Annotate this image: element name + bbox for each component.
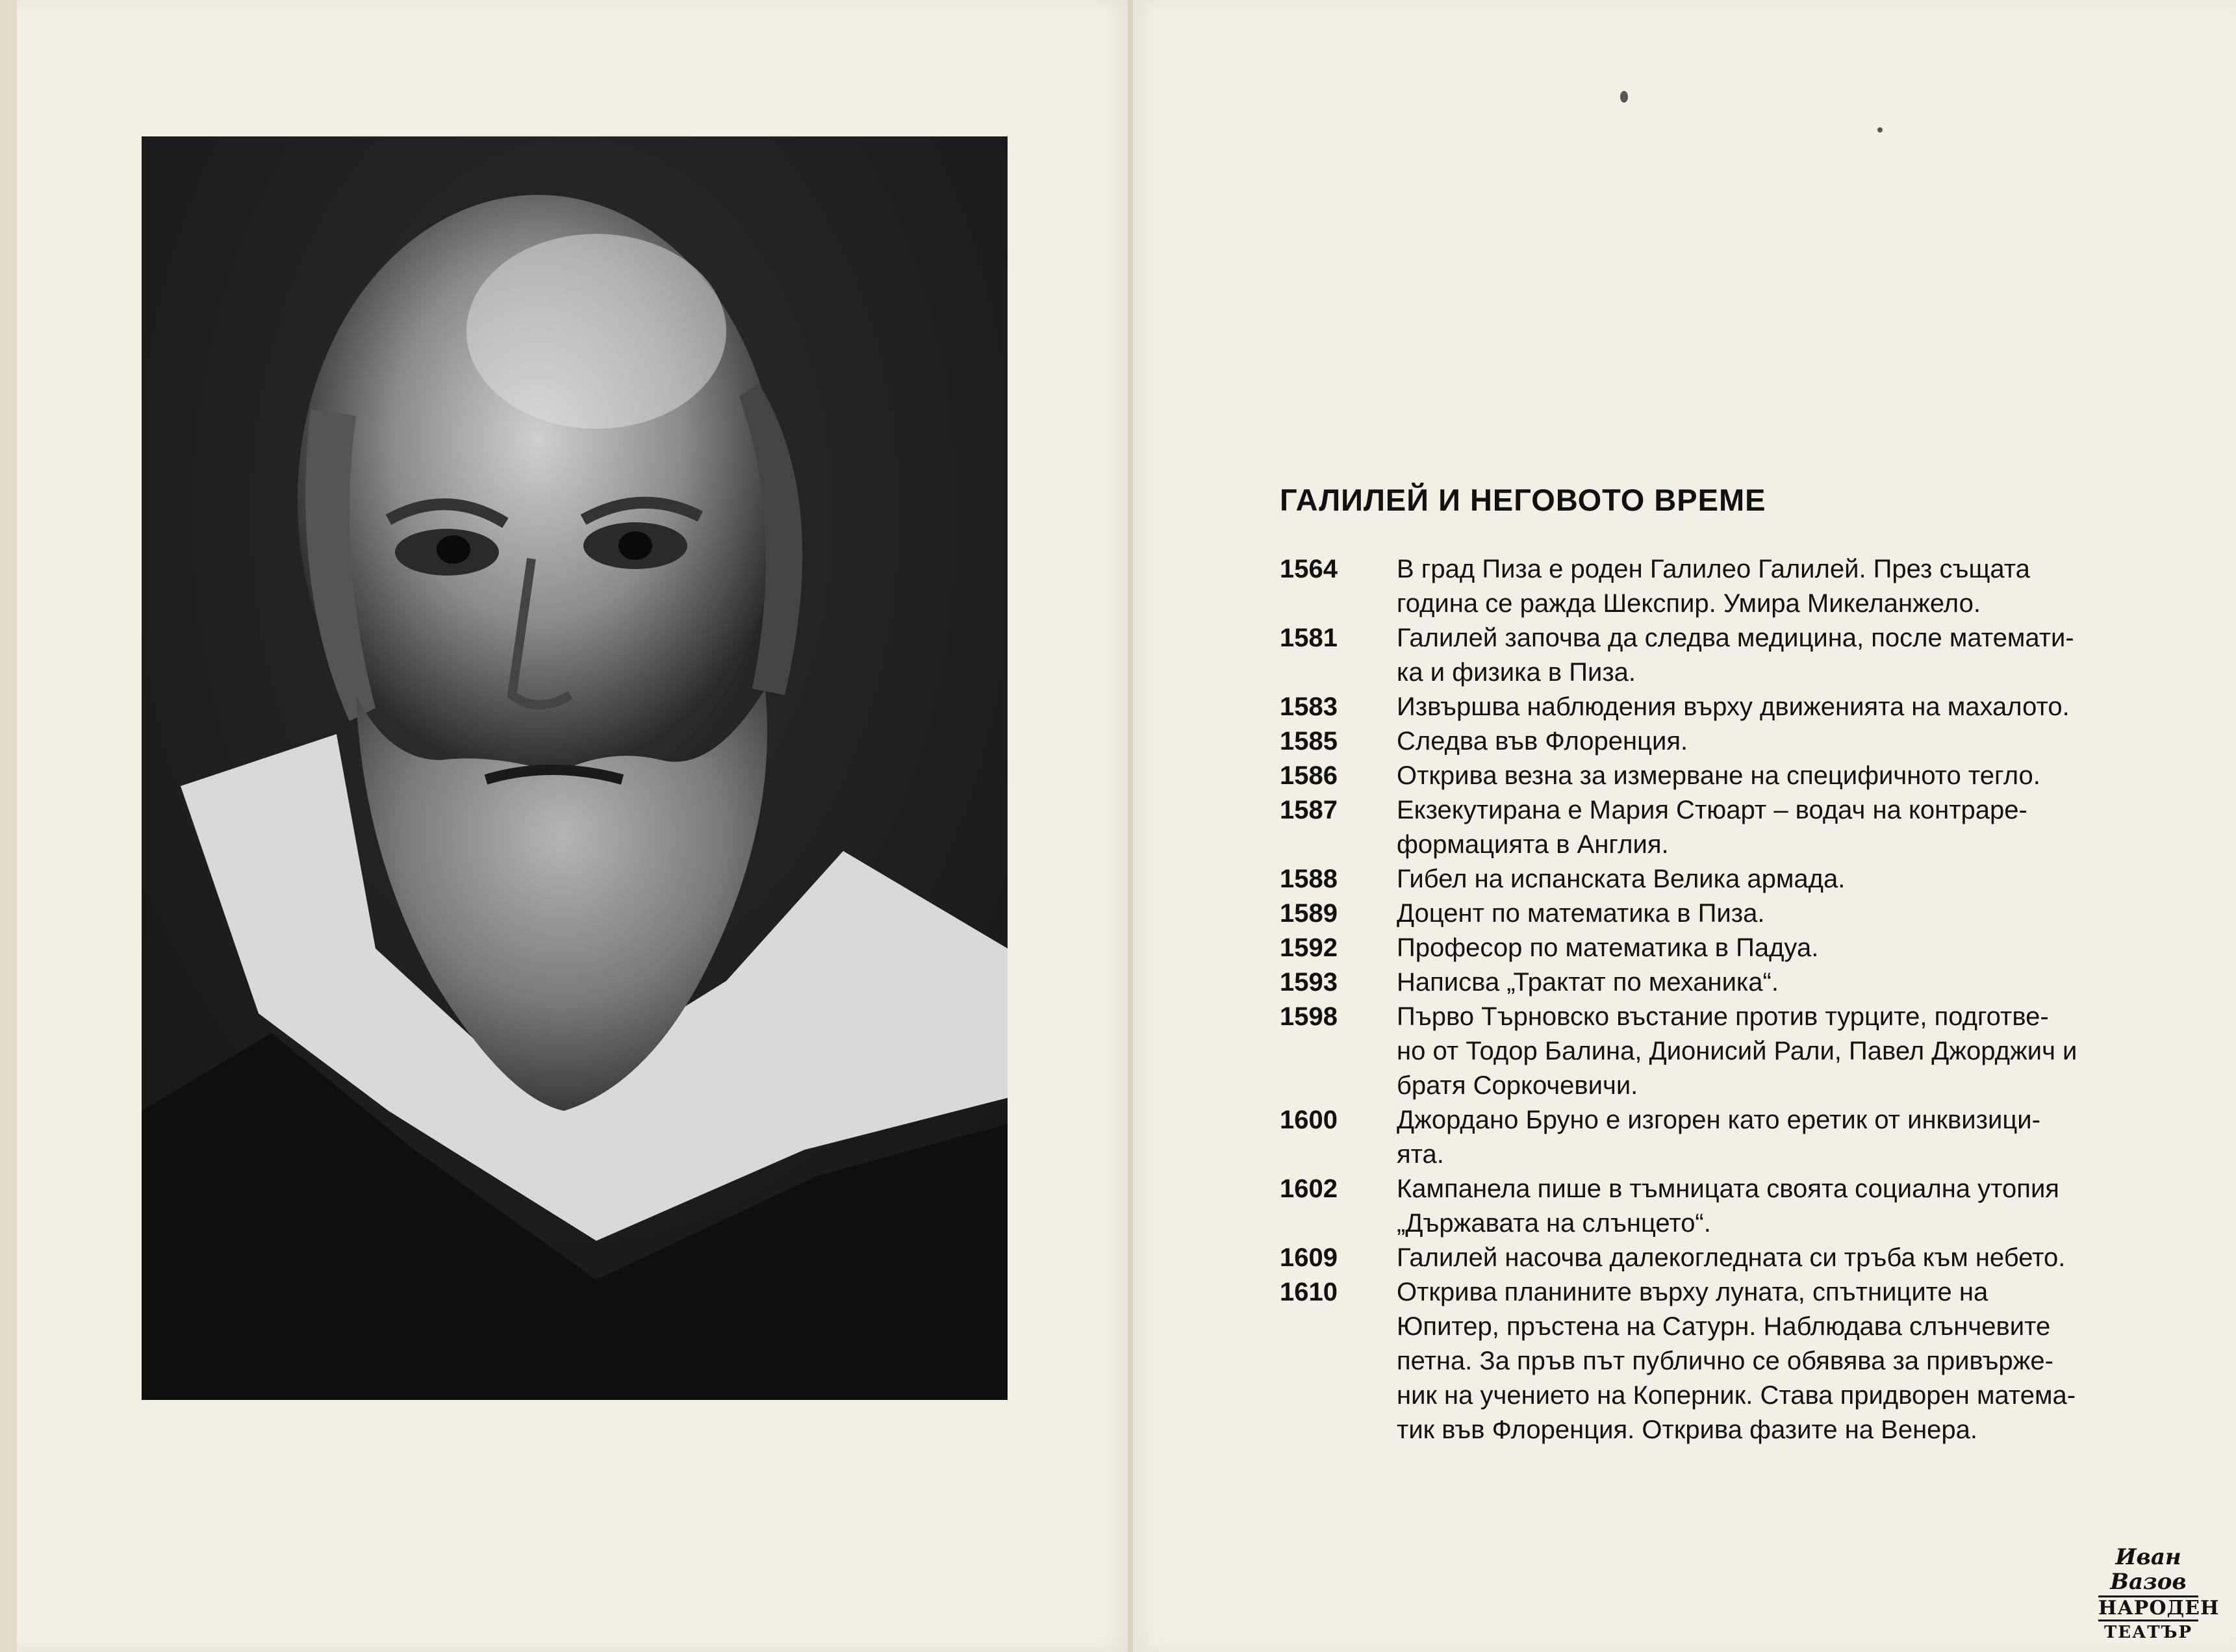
entry-text (1397, 896, 2163, 931)
chronology-entry (1280, 759, 2163, 793)
entry-text-line: ята. (1397, 1140, 1444, 1169)
entry-year: 1581 (1280, 624, 1338, 652)
entry-text-line: Джордано Бруно е изгорен като еретик от инквизици- (1397, 1106, 2040, 1134)
entry-text (1397, 931, 2163, 965)
entry-text-line: Първо Търновско въстание против турците, подготве- (1397, 1002, 2049, 1031)
entry-text-line: ник на учението на Коперник. Става придворен матема- (1397, 1381, 2076, 1410)
chronology-list (1280, 552, 2163, 1447)
entry-text-line: петна. За пръв път публично се обявява за привърже- (1397, 1347, 2053, 1375)
entry-text (1397, 1275, 2163, 1447)
chronology-entry (1280, 1275, 2163, 1447)
entry-year: 1609 (1280, 1243, 1338, 1272)
logo-signature: Иван Вазов (2110, 1544, 2187, 1595)
entry-text-line: Екзекутирана е Мария Стюарт – водач на контраре- (1397, 796, 2027, 824)
book-spine (1128, 0, 1133, 1652)
entry-year: 1600 (1280, 1106, 1338, 1134)
entry-text-line: тик във Флоренция. Открива фазите на Венера. (1397, 1416, 1978, 1444)
entry-year: 1586 (1280, 761, 1338, 790)
entry-text-line: Извършва наблюдения върху движенията на махалото. (1397, 693, 2070, 721)
entry-text (1397, 1103, 2163, 1172)
entry-year: 1593 (1280, 968, 1338, 997)
chronology-entry (1280, 1000, 2163, 1103)
chronology-entry (1280, 724, 2163, 759)
entry-text-line: В град Пиза е роден Галилео Галилей. През същата (1397, 555, 2030, 583)
entry-text-line: Открива планините върху луната, спътниците на (1397, 1278, 1988, 1306)
entry-text-line: Следва във Флоренция. (1397, 727, 1688, 756)
entry-text-line: братя Соркочевичи. (1397, 1071, 1638, 1100)
entry-year: 1610 (1280, 1278, 1338, 1306)
entry-text (1397, 690, 2163, 724)
entry-text (1397, 793, 2163, 862)
chronology-entry (1280, 1103, 2163, 1172)
entry-text (1397, 965, 2163, 1000)
entry-text-line: Открива везна за измерване на специфичното тегло. (1397, 761, 2040, 790)
chronology-entry (1280, 621, 2163, 690)
chronology-entry (1280, 690, 2163, 724)
entry-year: 1564 (1280, 555, 1338, 583)
entry-text (1397, 1000, 2163, 1103)
entry-text (1397, 724, 2163, 759)
theatre-logo (2093, 1544, 2220, 1642)
chronology-entry (1280, 896, 2163, 931)
chronology-entry (1280, 965, 2163, 1000)
entry-text-line: Професор по математика в Падуа. (1397, 934, 1819, 962)
entry-year: 1583 (1280, 693, 1338, 721)
entry-text-line: Гибел на испанската Велика армада. (1397, 865, 1846, 893)
logo-text-bottom: ТЕАТЪР (2103, 1623, 2193, 1642)
entry-year: 1592 (1280, 934, 1338, 962)
entry-text (1397, 862, 2163, 896)
entry-text (1397, 621, 2163, 690)
entry-text-line: Доцент по математика в Пиза. (1397, 899, 1765, 928)
page-edge (0, 0, 17, 1652)
entry-text-line: но от Тодор Балина, Дионисий Рали, Павел Джорджич и (1397, 1037, 2077, 1065)
entry-year: 1588 (1280, 865, 1338, 893)
portrait-image (142, 136, 1008, 1400)
page-title: ГАЛИЛЕЙ И НЕГОВОТО ВРЕМЕ (1280, 483, 1766, 517)
entry-text-line: Кампанела пише в тъмницата своята социална утопия (1397, 1175, 2059, 1203)
entry-text-line: ка и физика в Пиза. (1397, 658, 1636, 687)
chronology-entry (1280, 793, 2163, 862)
paper-speck (1877, 127, 1883, 133)
entry-year: 1587 (1280, 796, 1338, 824)
entry-text (1397, 1172, 2163, 1241)
entry-year: 1602 (1280, 1175, 1338, 1203)
entry-text-line: Юпитер, пръстена на Сатурн. Наблюдава слънчевите (1397, 1312, 2051, 1341)
chronology-entry (1280, 931, 2163, 965)
entry-year: 1585 (1280, 727, 1338, 756)
entry-text-line: формацията в Англия. (1397, 830, 1669, 859)
entry-text-line: „Държавата на слънцето“. (1397, 1209, 1711, 1238)
entry-text-line: Написва „Трактат по механика“. (1397, 968, 1779, 997)
entry-text (1397, 552, 2163, 621)
chronology-entry (1280, 552, 2163, 621)
chronology-entry (1280, 862, 2163, 896)
entry-text-line: година се ражда Шекспир. Умира Микеланжело. (1397, 589, 1981, 618)
logo-text-top: НАРОДЕН (2098, 1595, 2198, 1621)
entry-year: 1589 (1280, 899, 1338, 928)
paper-speck (1620, 91, 1628, 103)
entry-text (1397, 759, 2163, 793)
entry-text-line: Галилей започва да следва медицина, после математи- (1397, 624, 2074, 652)
chronology-entry (1280, 1241, 2163, 1275)
chronology-entry (1280, 1172, 2163, 1241)
entry-year: 1598 (1280, 1002, 1338, 1031)
entry-text-line: Галилей насочва далекогледната си тръба към небето. (1397, 1243, 2066, 1272)
galileo-portrait (142, 136, 1008, 1400)
entry-text (1397, 1241, 2163, 1275)
